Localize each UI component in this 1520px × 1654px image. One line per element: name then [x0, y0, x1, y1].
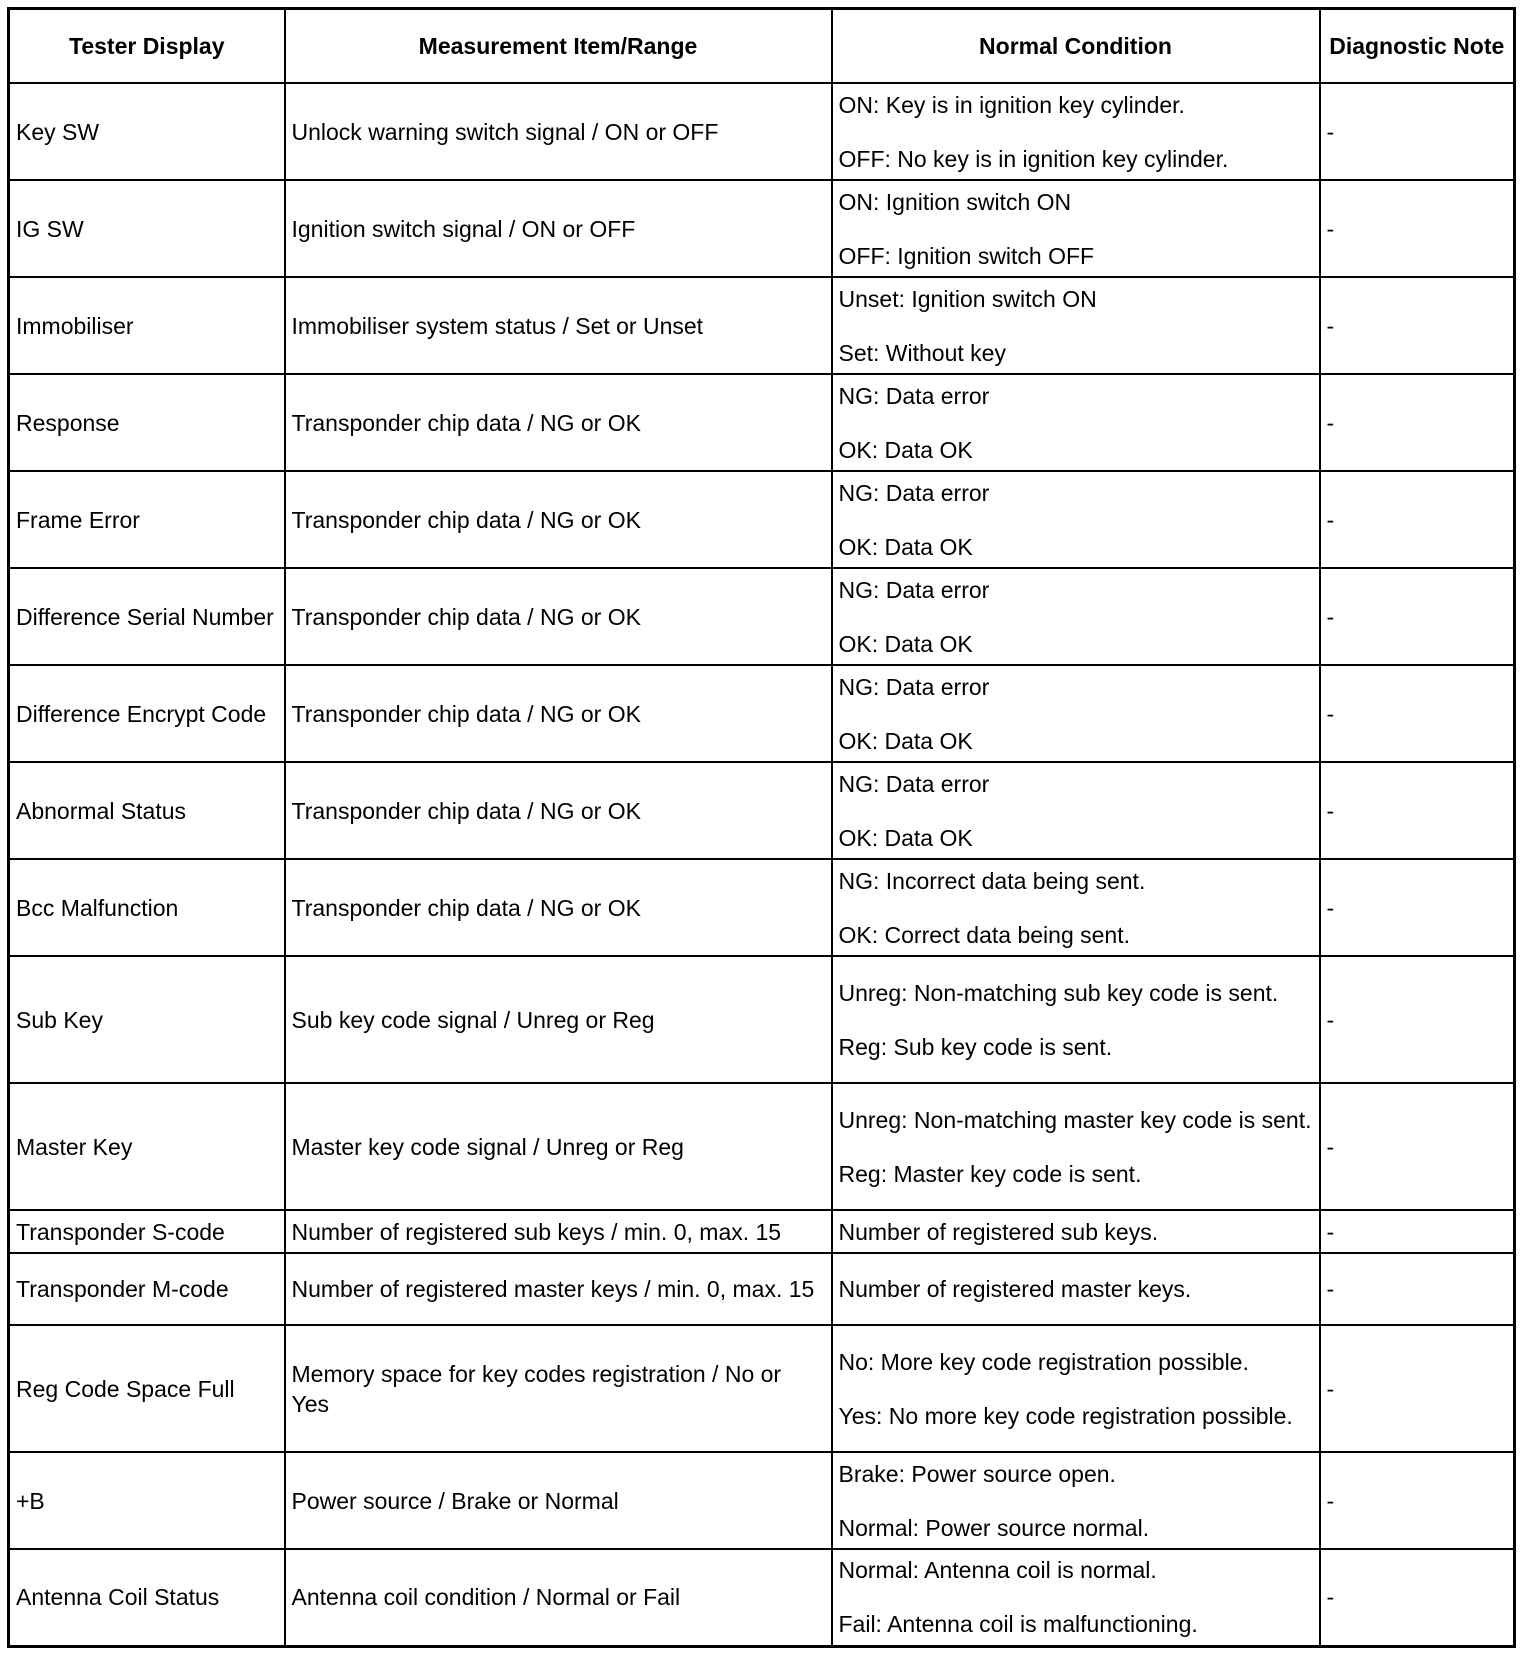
- table-row: [9, 762, 1515, 859]
- condition-line: NG: Incorrect data being sent.: [838, 867, 1146, 894]
- cell-tester-display: Key SW: [9, 83, 285, 180]
- cell-measurement-item: Immobiliser system status / Set or Unset: [285, 277, 832, 374]
- cell-normal-condition: [832, 374, 1320, 471]
- cell-tester-display: Response: [9, 374, 285, 471]
- cell-tester-display: Difference Serial Number: [9, 568, 285, 665]
- data-list-table: [7, 7, 1516, 1648]
- condition-line: Reg: Sub key code is sent.: [838, 1033, 1113, 1060]
- cell-normal-condition: [832, 1210, 1320, 1253]
- condition-line: No: More key code registration possible.: [838, 1348, 1249, 1375]
- cell-measurement-item: Number of registered sub keys / min. 0, max. 15: [285, 1210, 832, 1253]
- cell-normal-condition: [832, 1253, 1320, 1325]
- table-row: [9, 471, 1515, 568]
- condition-line: NG: Data error: [838, 479, 990, 506]
- table-body: [9, 83, 1515, 1646]
- cell-tester-display: Antenna Coil Status: [9, 1549, 285, 1646]
- condition-line: NG: Data error: [838, 770, 990, 797]
- cell-measurement-item: Number of registered master keys / min. 0, max. 15: [285, 1253, 832, 1325]
- cell-measurement-item: Transponder chip data / NG or OK: [285, 471, 832, 568]
- cell-diagnostic-note: -: [1320, 1549, 1515, 1646]
- condition-line: OK: Data OK: [838, 824, 973, 851]
- cell-normal-condition: [832, 1083, 1320, 1210]
- cell-normal-condition: [832, 180, 1320, 277]
- table-row: [9, 180, 1515, 277]
- condition-line: Unset: Ignition switch ON: [838, 285, 1097, 312]
- cell-diagnostic-note: -: [1320, 1452, 1515, 1549]
- condition-line: ON: Key is in ignition key cylinder.: [838, 91, 1185, 118]
- cell-measurement-item: Antenna coil condition / Normal or Fail: [285, 1549, 832, 1646]
- header-measurement-item: Measurement Item/Range: [285, 9, 832, 84]
- table-row: [9, 956, 1515, 1083]
- cell-tester-display: Bcc Malfunction: [9, 859, 285, 956]
- cell-measurement-item: Unlock warning switch signal / ON or OFF: [285, 83, 832, 180]
- table-row: [9, 1210, 1515, 1253]
- cell-measurement-item: Ignition switch signal / ON or OFF: [285, 180, 832, 277]
- table-row: [9, 1549, 1515, 1646]
- cell-diagnostic-note: -: [1320, 1253, 1515, 1325]
- cell-normal-condition: [832, 83, 1320, 180]
- condition-line: NG: Data error: [838, 673, 990, 700]
- cell-normal-condition: [832, 762, 1320, 859]
- table-row: [9, 859, 1515, 956]
- cell-normal-condition: [832, 471, 1320, 568]
- condition-line: Unreg: Non-matching master key code is sent.: [838, 1106, 1312, 1133]
- header-tester-display: Tester Display: [9, 9, 285, 84]
- cell-diagnostic-note: -: [1320, 83, 1515, 180]
- cell-normal-condition: [832, 956, 1320, 1083]
- condition-line: Reg: Master key code is sent.: [838, 1160, 1142, 1187]
- table-row: [9, 1325, 1515, 1452]
- cell-diagnostic-note: -: [1320, 1083, 1515, 1210]
- table-row: [9, 374, 1515, 471]
- cell-normal-condition: [832, 665, 1320, 762]
- condition-line: Yes: No more key code registration possible.: [838, 1402, 1293, 1429]
- cell-tester-display: Frame Error: [9, 471, 285, 568]
- table-row: [9, 1083, 1515, 1210]
- condition-line: Number of registered master keys.: [838, 1276, 1192, 1302]
- table-row: [9, 277, 1515, 374]
- condition-line: Fail: Antenna coil is malfunctioning.: [838, 1611, 1198, 1638]
- condition-line: OK: Data OK: [838, 533, 973, 560]
- condition-line: Set: Without key: [838, 339, 1006, 366]
- cell-measurement-item: Transponder chip data / NG or OK: [285, 568, 832, 665]
- cell-measurement-item: Power source / Brake or Normal: [285, 1452, 832, 1549]
- condition-line: Normal: Power source normal.: [838, 1514, 1150, 1541]
- cell-measurement-item: Transponder chip data / NG or OK: [285, 665, 832, 762]
- cell-diagnostic-note: -: [1320, 956, 1515, 1083]
- cell-diagnostic-note: -: [1320, 277, 1515, 374]
- cell-normal-condition: [832, 277, 1320, 374]
- cell-diagnostic-note: -: [1320, 1325, 1515, 1452]
- condition-line: NG: Data error: [838, 382, 990, 409]
- cell-measurement-item: Master key code signal / Unreg or Reg: [285, 1083, 832, 1210]
- cell-diagnostic-note: -: [1320, 471, 1515, 568]
- cell-tester-display: Abnormal Status: [9, 762, 285, 859]
- condition-line: ON: Ignition switch ON: [838, 188, 1072, 215]
- condition-line: OK: Data OK: [838, 630, 973, 657]
- cell-normal-condition: [832, 1325, 1320, 1452]
- header-normal-condition: Normal Condition: [832, 9, 1320, 84]
- cell-diagnostic-note: -: [1320, 665, 1515, 762]
- cell-measurement-item: Memory space for key codes registration / No or Yes: [285, 1325, 832, 1452]
- cell-normal-condition: [832, 1452, 1320, 1549]
- condition-line: OK: Correct data being sent.: [838, 921, 1130, 948]
- cell-diagnostic-note: -: [1320, 859, 1515, 956]
- condition-line: Number of registered sub keys.: [838, 1218, 1159, 1245]
- condition-line: OFF: No key is in ignition key cylinder.: [838, 145, 1229, 172]
- cell-diagnostic-note: -: [1320, 762, 1515, 859]
- cell-tester-display: Reg Code Space Full: [9, 1325, 285, 1452]
- cell-tester-display: IG SW: [9, 180, 285, 277]
- cell-tester-display: Sub Key: [9, 956, 285, 1083]
- condition-line: Brake: Power source open.: [838, 1460, 1116, 1487]
- condition-line: Normal: Antenna coil is normal.: [838, 1557, 1157, 1584]
- condition-line: NG: Data error: [838, 576, 990, 603]
- condition-line: OK: Data OK: [838, 436, 973, 463]
- table-row: [9, 1253, 1515, 1325]
- cell-diagnostic-note: -: [1320, 374, 1515, 471]
- table-row: [9, 568, 1515, 665]
- cell-diagnostic-note: -: [1320, 1210, 1515, 1253]
- cell-tester-display: Transponder M-code: [9, 1253, 285, 1325]
- cell-normal-condition: [832, 568, 1320, 665]
- condition-line: OK: Data OK: [838, 727, 973, 754]
- condition-line: Unreg: Non-matching sub key code is sent.: [838, 979, 1279, 1006]
- cell-diagnostic-note: -: [1320, 180, 1515, 277]
- cell-diagnostic-note: -: [1320, 568, 1515, 665]
- cell-tester-display: Transponder S-code: [9, 1210, 285, 1253]
- table-row: [9, 665, 1515, 762]
- table-row: [9, 1452, 1515, 1549]
- condition-line: OFF: Ignition switch OFF: [838, 242, 1095, 269]
- cell-tester-display: +B: [9, 1452, 285, 1549]
- cell-measurement-item: Sub key code signal / Unreg or Reg: [285, 956, 832, 1083]
- header-diagnostic-note: Diagnostic Note: [1320, 9, 1515, 84]
- cell-tester-display: Difference Encrypt Code: [9, 665, 285, 762]
- cell-measurement-item: Transponder chip data / NG or OK: [285, 374, 832, 471]
- cell-tester-display: Immobiliser: [9, 277, 285, 374]
- cell-measurement-item: Transponder chip data / NG or OK: [285, 762, 832, 859]
- cell-normal-condition: [832, 859, 1320, 956]
- table-row: [9, 83, 1515, 180]
- cell-normal-condition: [832, 1549, 1320, 1646]
- cell-measurement-item: Transponder chip data / NG or OK: [285, 859, 832, 956]
- header-row: [9, 9, 1515, 84]
- cell-tester-display: Master Key: [9, 1083, 285, 1210]
